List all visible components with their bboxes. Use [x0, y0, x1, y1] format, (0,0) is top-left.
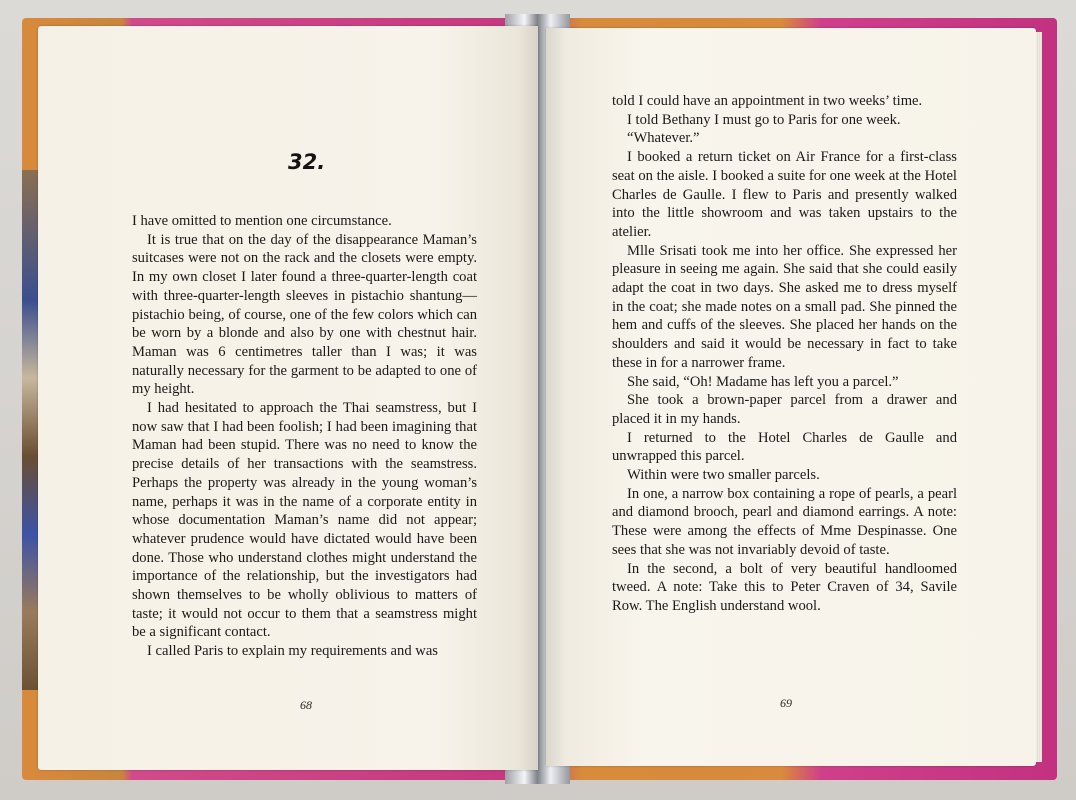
paragraph: In one, a narrow box containing a rope of pearls, a pearl and diamond brooch, pearl and diamond earrings. A note: These were among the effects of Mme Despinasse. One sees that she was not invariably devoid of taste.	[612, 485, 957, 558]
right-page	[546, 28, 1036, 766]
paragraph: I had hesitated to approach the Thai seamstress, but I now saw that I had been foolish; I had been imagining that Maman had been stupid. There was no need to know the precise details of her transactions with the seamstress. Perhaps the property was already in the young woman’s name, perhaps it was in the name of a corporate entity in whose documentation Maman’s name did not appear; whatever prudence would have dictated would have been done. Those who understand clothes might understand the importance of the relationship, but the investigators had shown themselves to be wholly oblivious to matters of taste; it would not occur to them that a seamstress might be a significant contact.	[132, 400, 477, 641]
paragraph: Within were two smaller parcels.	[627, 467, 820, 484]
paragraph: I returned to the Hotel Charles de Gaulle and unwrapped this parcel.	[612, 429, 957, 465]
paragraph: In the second, a bolt of very beautiful handloomed tweed. A note: Take this to Peter Craven of 34, Savile Row. The English understand wool.	[612, 560, 957, 614]
paragraph: Mlle Srisati took me into her office. She expressed her pleasure in seeing me again. She said that she could easily adapt the coat in two days. She asked me to dress myself in the coat; she made notes on a small pad. She pinned the hem and cuffs of the sleeves. She placed her hands on the shoulders and said it would be necessary in fact to take these in for a narrower frame.	[612, 242, 957, 371]
paragraph: told I could have an appointment in two weeks’ time.	[612, 93, 923, 109]
paragraph: I told Bethany I must go to Paris for one week.	[627, 111, 901, 128]
page-edges	[1036, 32, 1042, 762]
left-page	[38, 26, 538, 770]
left-page-body	[132, 212, 477, 661]
paragraph: She said, “Oh! Madame has left you a parcel.”	[627, 373, 899, 390]
paragraph: It is true that on the day of the disappearance Maman’s suitcases were not on the rack and the closets were empty. In my own closet I later found a three-quarter-length coat with three-quarter-length sleeves in pistachio shantung—pistachio being, of course, one of the few colors which can be worn by a blonde and also by one with chestnut hair. Maman was 6 centimetres taller than I was; it was naturally necessary for the garment to be adapted to one of my height.	[132, 231, 477, 398]
page-number: 68	[300, 698, 312, 712]
paragraph: I booked a return ticket on Air France for a first-class seat on the aisle. I booked a suite for one week at the Hotel Charles de Gaulle. I flew to Paris and presently walked into the little showroom and was taken upstairs to the atelier.	[612, 149, 957, 240]
paragraph: I called Paris to explain my requirements and was	[147, 643, 438, 660]
paragraph: I have omitted to mention one circumstance.	[132, 213, 392, 229]
paragraph: “Whatever.”	[627, 130, 700, 147]
paragraph: She took a brown-paper parcel from a drawer and placed it in my hands.	[612, 392, 957, 427]
page-number: 69	[780, 696, 792, 710]
right-page-body	[612, 92, 957, 616]
chapter-number: 32.	[288, 150, 326, 174]
